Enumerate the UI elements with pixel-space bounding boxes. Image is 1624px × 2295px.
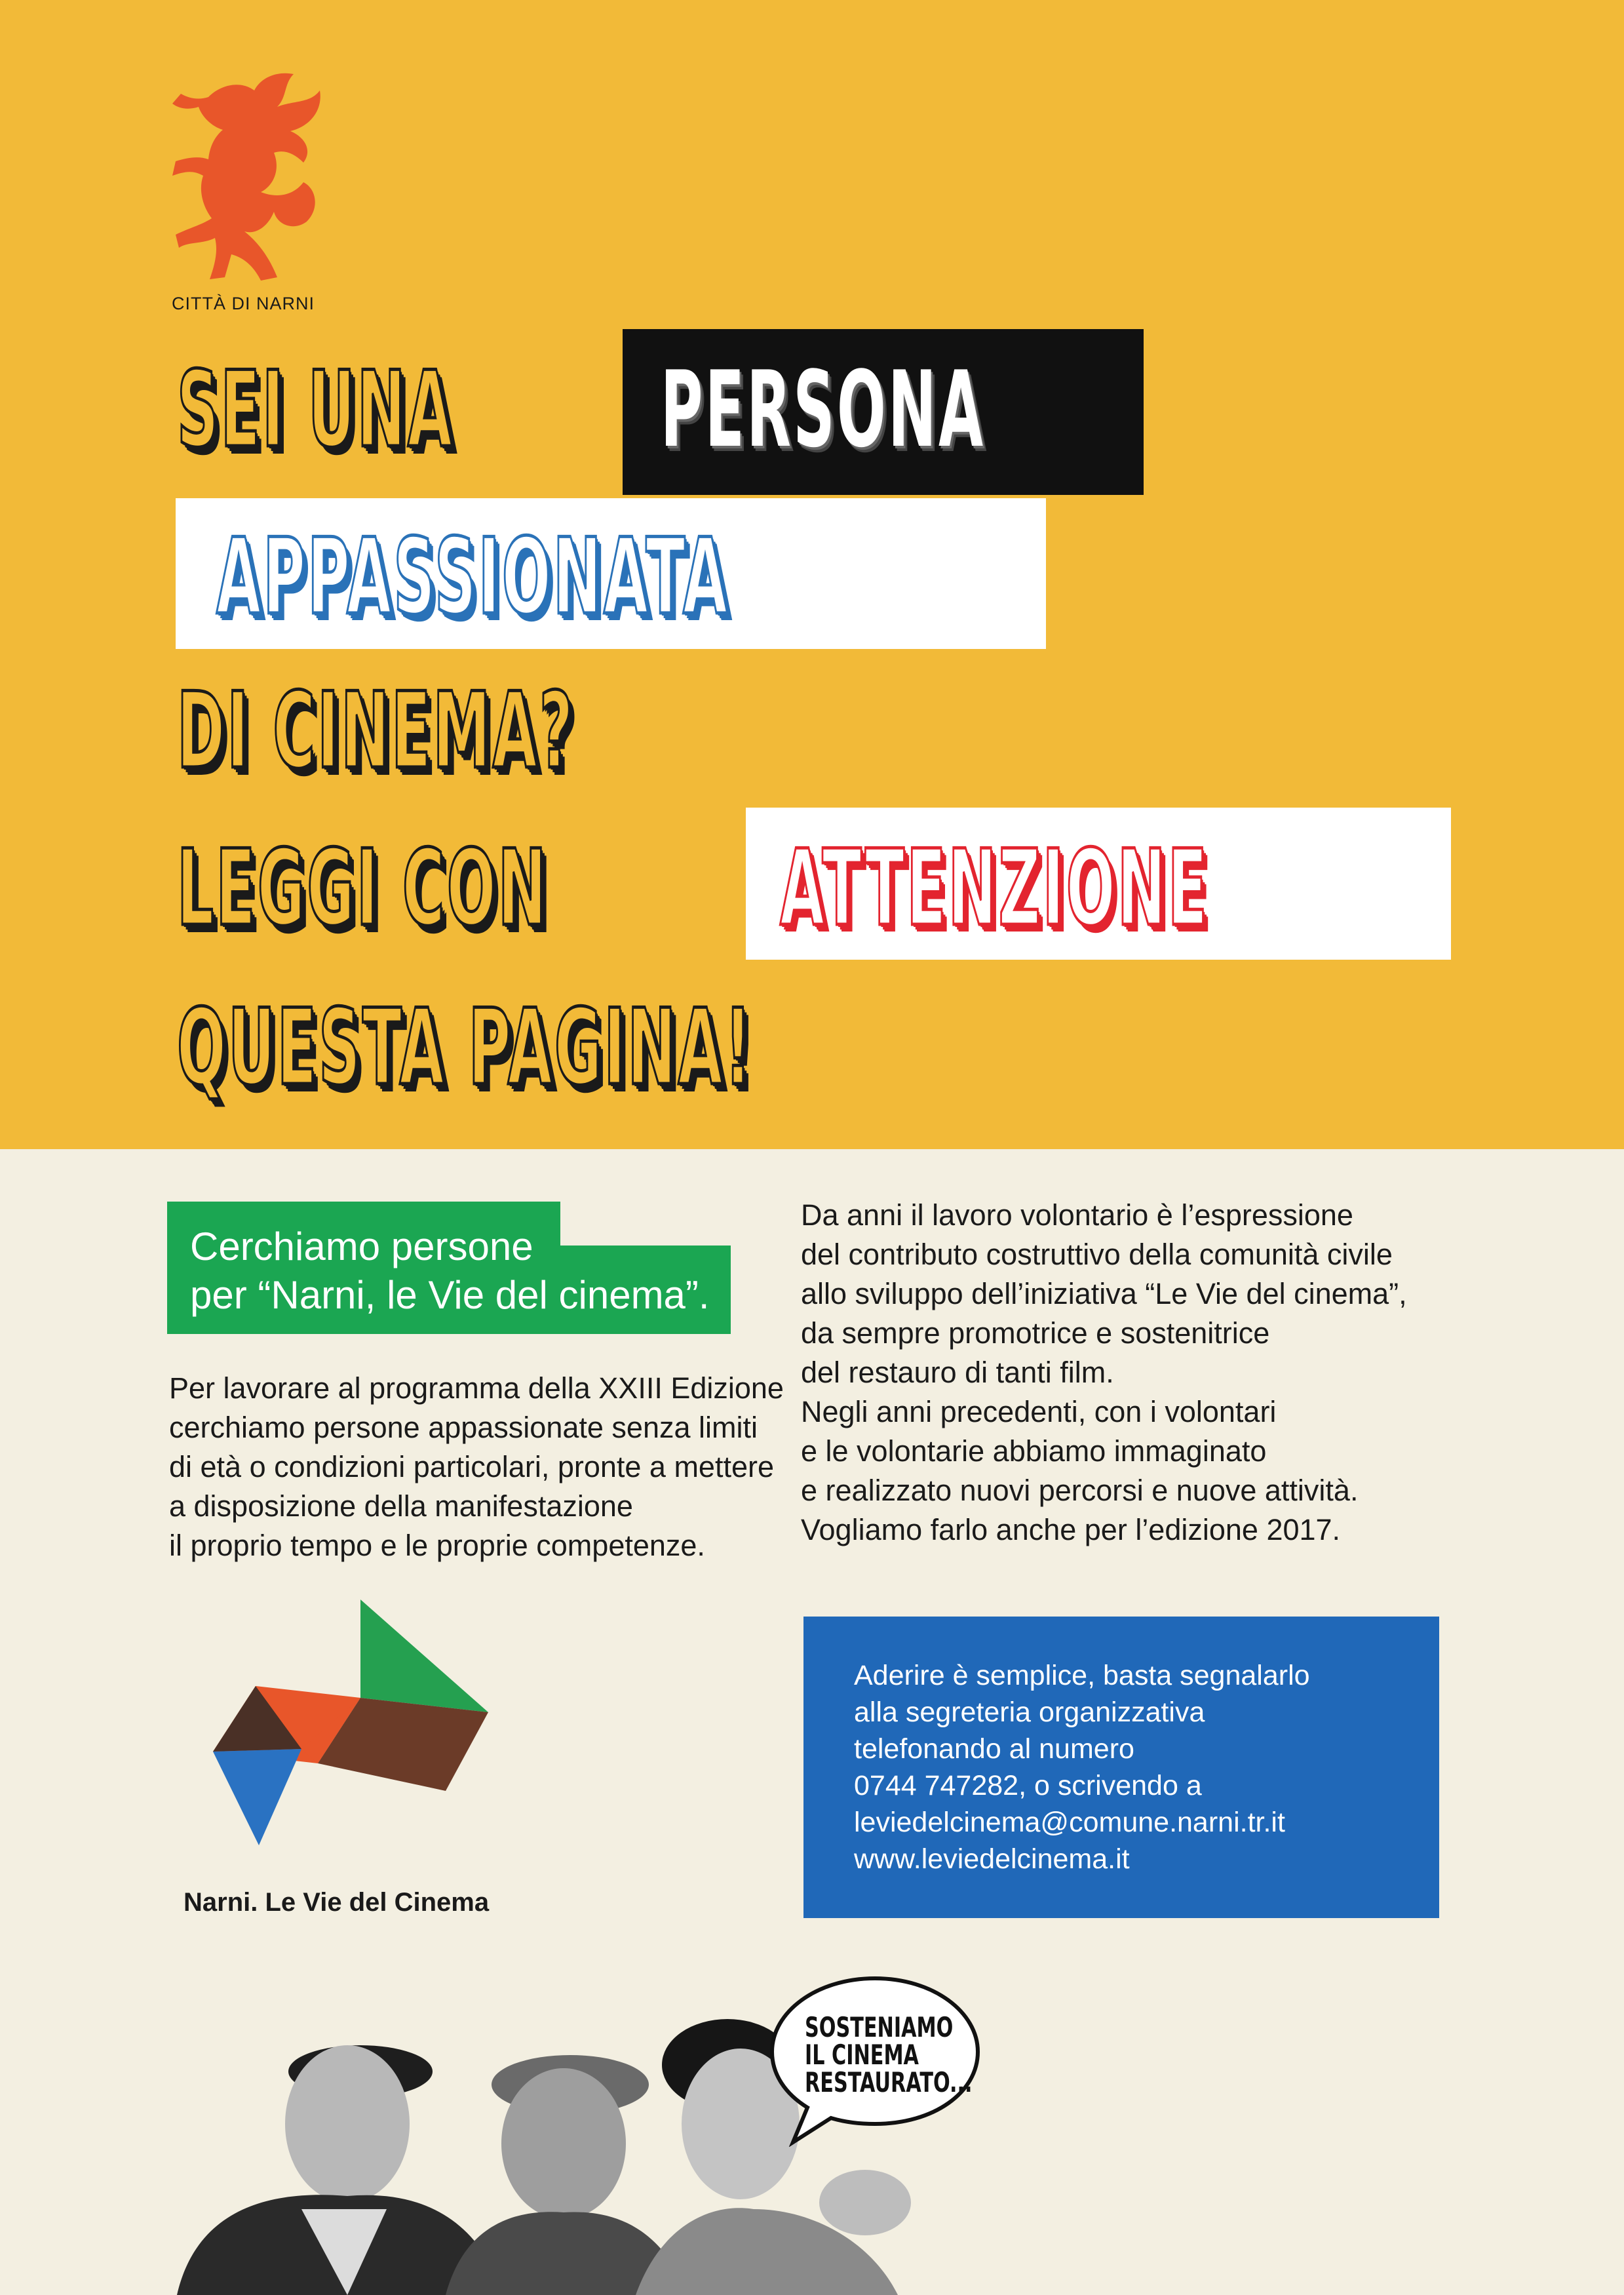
city-label: CITTÀ DI NARNI (172, 294, 315, 313)
right-body-line: e realizzato nuovi percorsi e nuove attività. (801, 1474, 1359, 1507)
headline-line3: DI CINEMA? (177, 669, 575, 792)
contact-text (854, 1657, 1310, 1877)
right-body-line: allo sviluppo dell’iniziativa “Le Vie del cinema”, (801, 1277, 1407, 1310)
left-body-line: di età o condizioni particolari, pronte a mettere (169, 1450, 775, 1483)
left-body-line: a disposizione della manifestazione (169, 1489, 633, 1523)
right-body-line: Negli anni precedenti, con i volontari (801, 1395, 1277, 1428)
left-body-line: il proprio tempo e le proprie competenze. (169, 1529, 705, 1562)
contact-line: alla segreteria organizzativa (854, 1697, 1205, 1728)
right-body-line: e le volontarie abbiamo immaginato (801, 1434, 1267, 1468)
contact-email-link[interactable]: leviedelcinema@comune.narni.tr.it (854, 1807, 1285, 1838)
headline-line1-highlight: PERSONA (661, 348, 986, 471)
callout-line1: Cerchiamo persone (190, 1225, 533, 1268)
callout-text (190, 1223, 710, 1320)
left-body-line: cerchiamo persone appassionate senza limiti (169, 1411, 758, 1444)
griffin-icon (163, 71, 333, 294)
festival-logo-icon (170, 1599, 498, 1862)
right-body-line: del restauro di tanti film. (801, 1356, 1114, 1389)
contact-line: Aderire è semplice, basta segnalarlo (854, 1660, 1310, 1691)
left-body-line: Per lavorare al programma della XXIII Edizione (169, 1371, 784, 1405)
headline-line5: QUESTA PAGINA! (177, 986, 754, 1108)
headline-line4-highlight: ATTENZIONE (780, 827, 1210, 949)
right-body-line: Vogliamo farlo anche per l’edizione 2017. (801, 1513, 1341, 1546)
contact-line: telefonando al numero (854, 1733, 1134, 1765)
right-body-line: del contributo costruttivo della comunità civile (801, 1238, 1393, 1271)
headline-line4-plain: LEGGI CON (177, 827, 549, 949)
callout-line2: per “Narni, le Vie del cinema”. (190, 1273, 710, 1317)
right-body-line: da sempre promotrice e sostenitrice (801, 1316, 1270, 1350)
speech-line: IL CINEMA (805, 2039, 919, 2071)
contact-phone[interactable]: 0744 747282, o scrivendo a (854, 1770, 1202, 1801)
speech-line: SOSTENIAMO (805, 2011, 954, 2043)
right-body-text (801, 1196, 1407, 1550)
speech-line: RESTAURATO... (805, 2066, 973, 2098)
contact-website-link[interactable]: www.leviedelcinema.it (854, 1843, 1130, 1875)
headline-line2-highlight: APPASSIONATA (216, 515, 730, 638)
right-body-line: Da anni il lavoro volontario è l’espressione (801, 1198, 1353, 1232)
headline-line1-plain: SEI UNA (177, 348, 455, 471)
speech-bubble-text (805, 2011, 973, 2098)
festival-logo-caption: Narni. Le Vie del Cinema (184, 1888, 490, 1917)
left-body-text (169, 1369, 784, 1565)
